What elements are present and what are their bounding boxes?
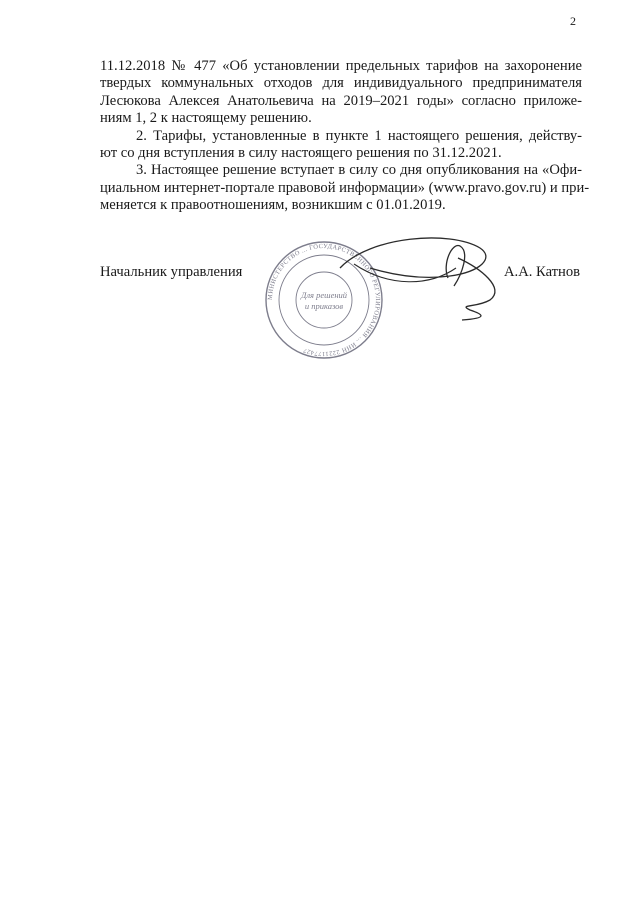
text-line: 11.12.2018 № 477 «Об установлении предельных тарифов на захоронение [100,58,582,74]
paragraph-continuation [100,58,582,128]
text-line: 2. Тарифы, установленные в пункте 1 настоящего решения, действу- [136,127,582,144]
paragraph-item-2 [100,128,582,163]
text-line: ют со дня вступления в силу настоящего решения по 31.12.2021. [100,145,502,162]
handwritten-signature [330,228,510,336]
document-body [100,58,590,215]
page-number: 2 [570,14,576,28]
signatory-name: А.А. Катнов [504,264,581,280]
text-line: Лесюкова Алексея Анатольевича на 2019–2021 годы» согласно приложе- [100,92,582,109]
text-line: меняется к правоотношениям, возникшим с 01.01.2019. [100,197,446,214]
text-line: 3. Настоящее решение вступает в силу со дня опубликования на «Офи- [136,162,582,179]
text-line: твердых коммунальных отходов для индивидуального предпринимателя [100,75,582,92]
stamp-center-line: Для решений [300,290,348,300]
text-line: циальном интернет-портале правовой информации» (www.pravo.gov.ru) и при- [100,179,590,196]
stamp-center-line: и приказов [304,301,344,311]
signatory-title: Начальник управления [100,264,243,280]
stamp-ring-text: МИНИСТЕРСТВО ... ГОСУДАРСТВЕННОГО РЕГУЛИРОВАНИЯ ... ИНН 2221177427 [266,242,382,358]
text-line: ниям 1, 2 к настоящему решению. [100,110,312,127]
paragraph-item-3 [100,162,590,214]
